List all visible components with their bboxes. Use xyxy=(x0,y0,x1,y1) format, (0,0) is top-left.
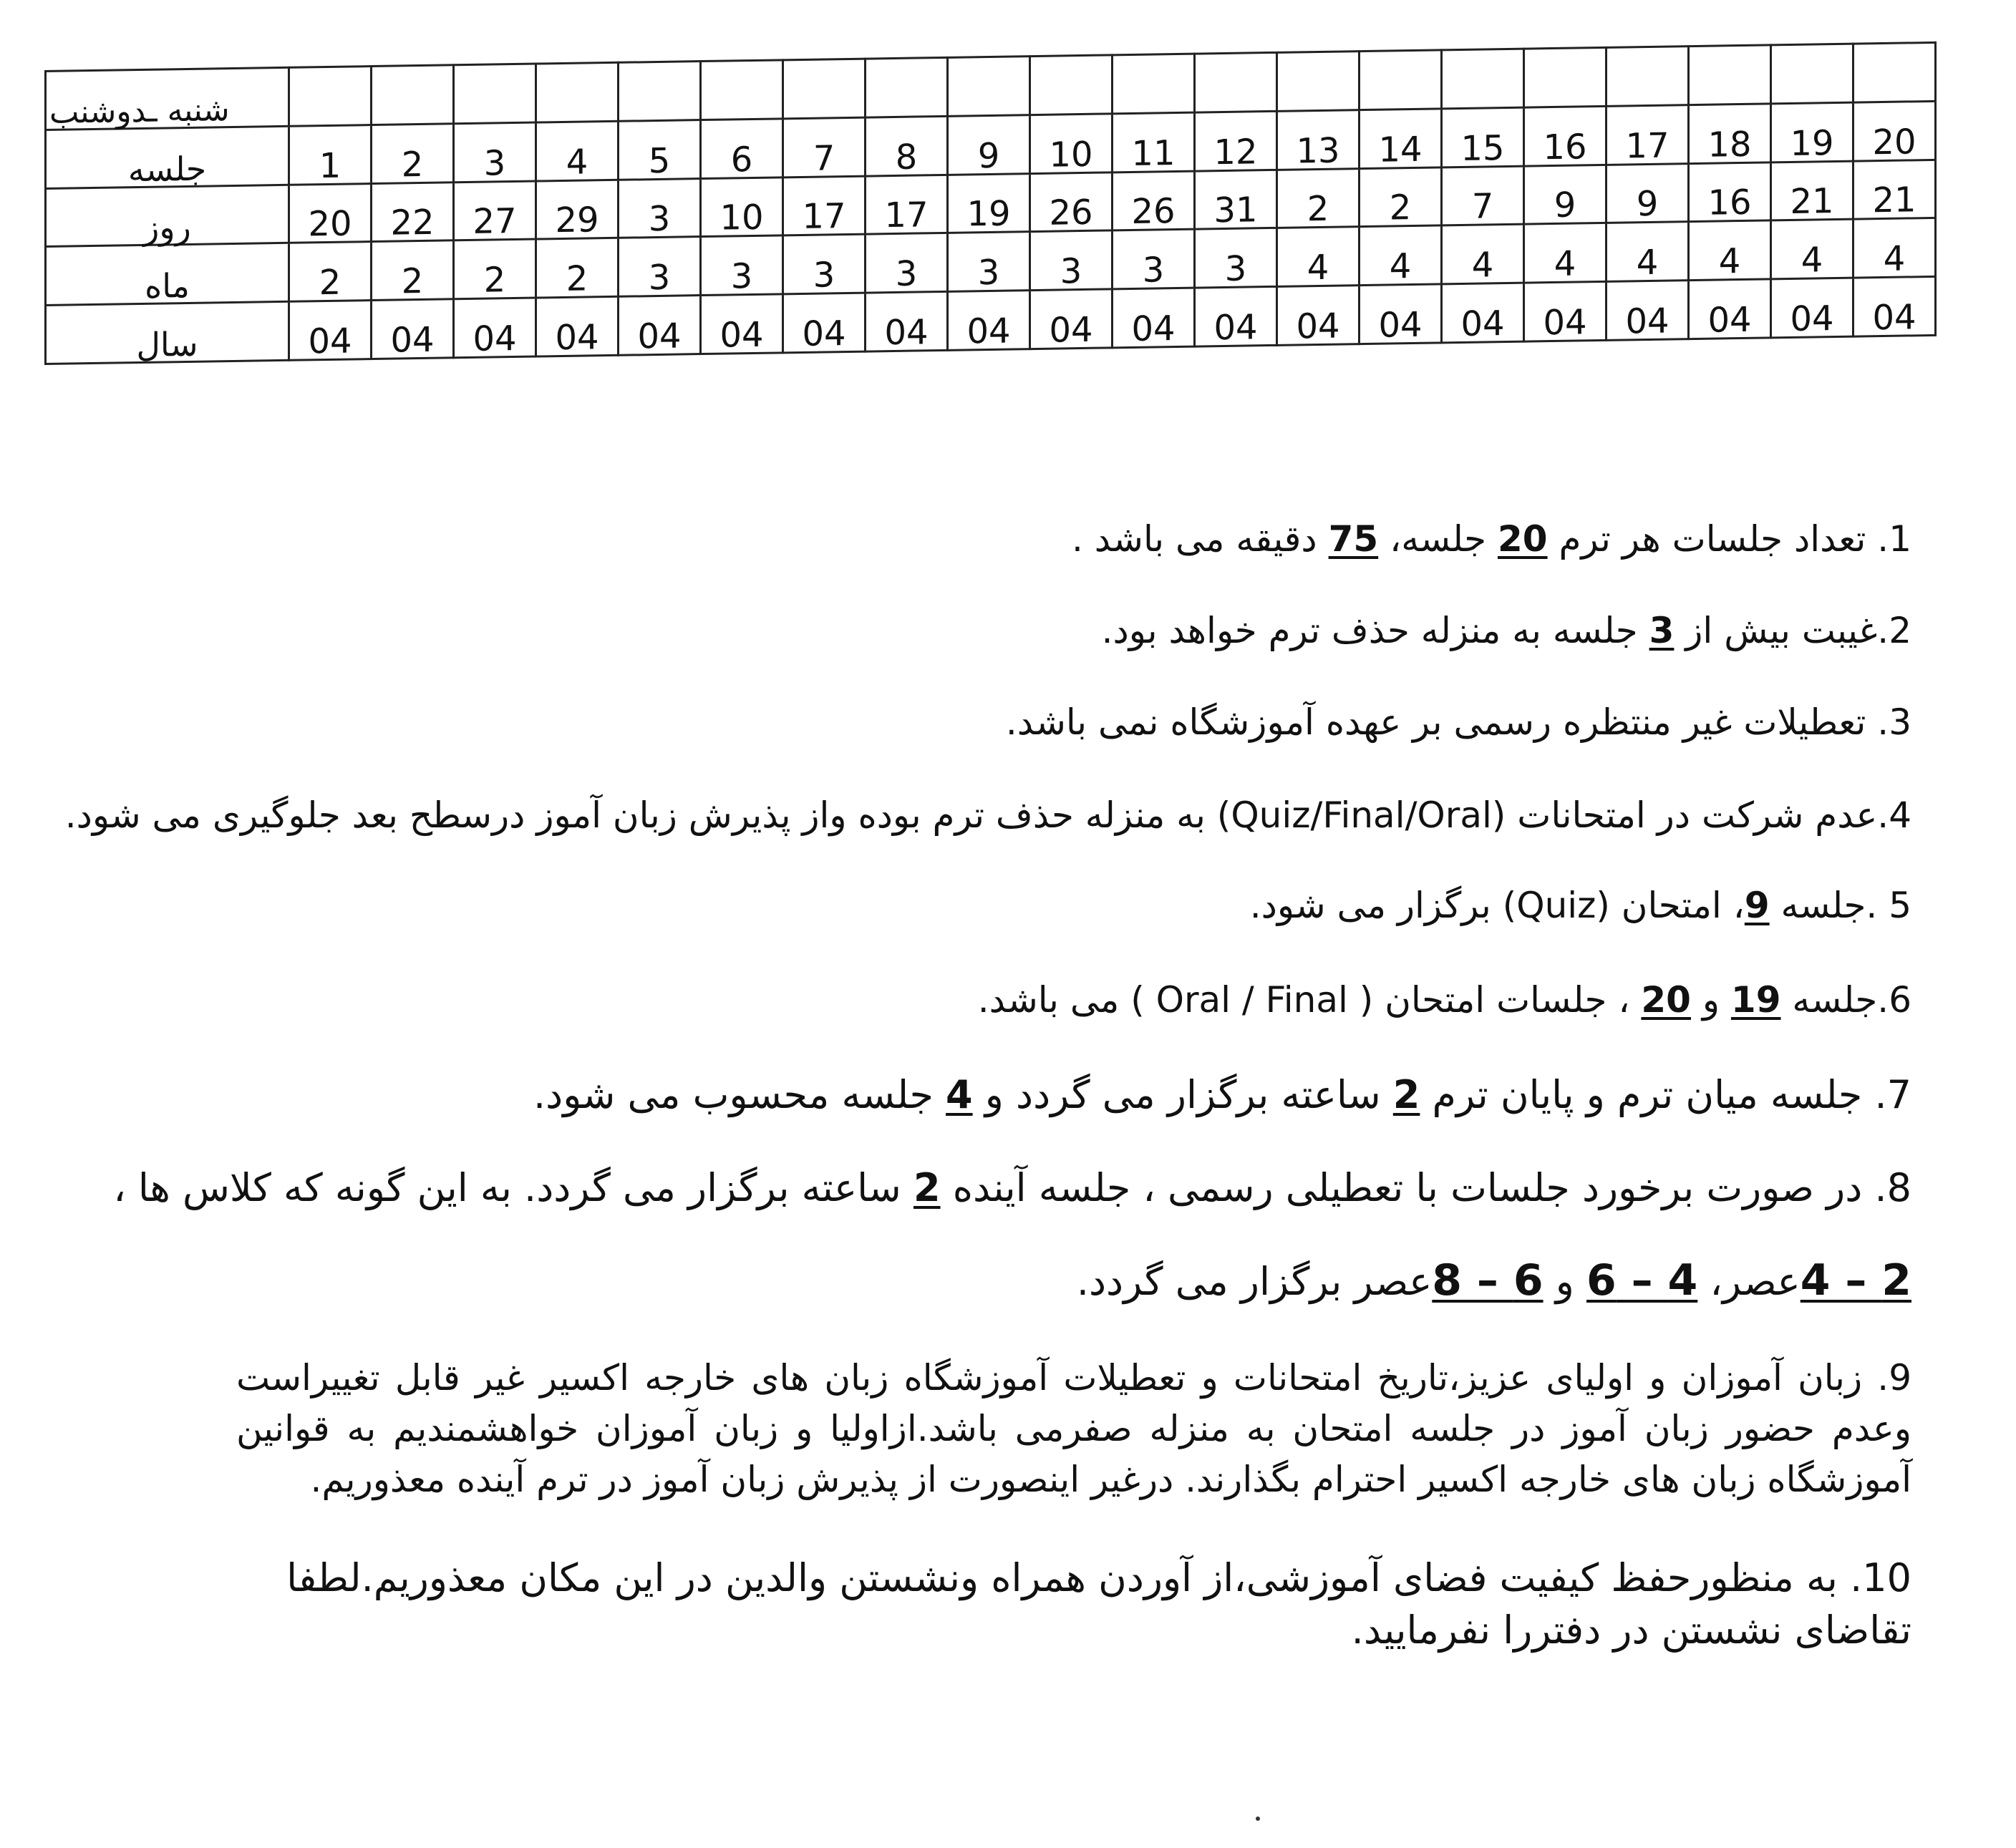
schedule-cell: 13 xyxy=(1277,110,1360,170)
rule-4: 4.عدم شرکت در امتحانات (Quiz/Final/Oral) به منزله حذف ترم بوده واز پذیرش زبان آموز درسطح بعد جلوگیری می شود. xyxy=(64,794,1911,836)
schedule-cell: 04 xyxy=(619,296,701,356)
schedule-cell: 3 xyxy=(948,232,1030,292)
schedule-cell: 26 xyxy=(1030,172,1113,232)
schedule-cell: 04 xyxy=(1524,282,1606,342)
schedule-cell: 27 xyxy=(454,181,536,241)
schedule-cell: 04 xyxy=(1360,284,1442,344)
schedule-cell: 4 xyxy=(1853,218,1936,278)
schedule-cell: 2 xyxy=(372,240,454,301)
schedule-cell: 20 xyxy=(289,183,372,243)
schedule-cell: 2 xyxy=(454,239,536,299)
rule-6: 6.جلسه 19 و 20 ، جلسات امتحان ( Oral / Final ) می باشد. xyxy=(977,979,1911,1021)
schedule-cell: 3 xyxy=(1113,229,1195,289)
schedule-table xyxy=(44,42,1937,365)
row-label: جلسه xyxy=(46,126,289,188)
schedule-cell: 04 xyxy=(866,292,948,352)
rule-8-times: 2 – 4عصر، 4 – 6 و 6 – 8عصر برگزار می گردد. xyxy=(1076,1255,1911,1305)
schedule-cell: 04 xyxy=(1771,278,1853,338)
schedule-cell: 4 xyxy=(1360,225,1442,286)
schedule-cell xyxy=(1853,42,1936,102)
schedule-cell: 04 xyxy=(454,298,536,358)
schedule-cell: 16 xyxy=(1689,162,1771,222)
schedule-cell: 04 xyxy=(1030,289,1113,349)
schedule-cell: 04 xyxy=(372,299,454,359)
schedule-cell: 12 xyxy=(1195,111,1277,171)
schedule-cell: 21 xyxy=(1771,161,1853,221)
schedule-cell: 19 xyxy=(948,173,1030,233)
schedule-cell: 10 xyxy=(701,177,783,237)
schedule-cell: 5 xyxy=(619,120,701,180)
rule-8: 8. در صورت برخورد جلسات با تعطیلی رسمی ، جلسه آینده 2 ساعته برگزار می گردد. به این گونه که کلاس ها ، xyxy=(113,1165,1911,1210)
schedule-cell: 04 xyxy=(701,294,783,354)
schedule-cell: 29 xyxy=(536,180,619,240)
schedule-cell xyxy=(1689,45,1771,105)
schedule-cell: 15 xyxy=(1442,107,1524,167)
schedule-cell: 22 xyxy=(372,182,454,242)
schedule-cell xyxy=(619,62,701,122)
schedule-cell: 14 xyxy=(1360,109,1442,169)
schedule-cell: 6 xyxy=(701,119,783,179)
schedule-cell xyxy=(1360,50,1442,110)
schedule-cell: 04 xyxy=(289,301,372,361)
schedule-cell: 2 xyxy=(1277,168,1360,228)
schedule-cell: 1 xyxy=(289,125,372,185)
schedule-cell: 4 xyxy=(1689,220,1771,281)
schedule-cell: 17 xyxy=(866,175,948,235)
schedule-cell xyxy=(536,62,619,122)
schedule-cell: 3 xyxy=(454,122,536,183)
rule-3: 3. تعطیلات غیر منتظره رسمی بر عهده آموزشگاه نمی باشد. xyxy=(1005,701,1911,743)
schedule-cell: 3 xyxy=(701,235,783,296)
schedule-cell: 04 xyxy=(1113,288,1195,348)
schedule-cell: 4 xyxy=(1442,225,1524,285)
schedule-cell: 16 xyxy=(1524,106,1606,166)
schedule-cell xyxy=(783,59,866,119)
schedule-cell: 17 xyxy=(1606,104,1689,165)
schedule-cell: 3 xyxy=(619,237,701,297)
schedule-cell: 3 xyxy=(1195,228,1277,288)
row-label: سال xyxy=(46,302,289,364)
schedule-cell: 31 xyxy=(1195,170,1277,230)
schedule-cell: 9 xyxy=(1524,165,1606,225)
schedule-cell: 20 xyxy=(1853,101,1936,161)
schedule-cell: 18 xyxy=(1689,104,1771,164)
schedule-cell: 11 xyxy=(1113,112,1195,172)
row-label: روز xyxy=(46,185,289,247)
schedule-cell: 2 xyxy=(536,238,619,298)
rule-2: 2.غیبت بیش از 3 جلسه به منزله حذف ترم خواهد بود. xyxy=(1101,610,1911,651)
schedule-cell: 17 xyxy=(783,176,866,236)
schedule-cell xyxy=(1030,55,1113,115)
schedule-cell xyxy=(1442,49,1524,109)
schedule-cell: 04 xyxy=(1195,287,1277,347)
schedule-cell xyxy=(1277,52,1360,112)
schedule-cell: 10 xyxy=(1030,114,1113,174)
schedule-cell xyxy=(866,57,948,117)
schedule-cell xyxy=(1113,54,1195,114)
rule-5: 5 .جلسه 9، امتحان (Quiz) برگزار می شود. xyxy=(1249,885,1911,926)
rule-10: 10. به منظورحفظ کیفیت فضای آموزشی،از آوردن همراه ونشستن والدین در این مکان معذوریم.لطفا تقاضای نشستن در دفتررا نفرمایید. xyxy=(286,1555,1911,1653)
schedule-cell: 04 xyxy=(783,293,866,353)
row-label: شنبه ـدوشنب xyxy=(46,67,289,130)
schedule-cell: 4 xyxy=(1606,222,1689,282)
schedule-cell: 2 xyxy=(372,124,454,184)
schedule-cell: 9 xyxy=(948,115,1030,175)
speck xyxy=(1256,1817,1260,1821)
rule-9: 9. زبان آموزان و اولیای عزیز،تاریخ امتحانات و تعطیلات آموزشگاه زبان های خارجه اکسیر غیر قابل تغییراست وعدم حضور زبان آموز در جلسه امتحان به منزله صفرمی باشد.ازاولیا و زبان آموزان خواهشمندیم به قوانین آموزشگاه زبان های خارجه اکسیر احترام بگذارند. درغیر اینصورت از پذیرش زبان آموز در ترم آینده معذوریم. xyxy=(236,1357,1911,1500)
schedule-cell: 04 xyxy=(1277,286,1360,346)
rule-7: 7. جلسه میان ترم و پایان ترم 2 ساعته برگزار می گردد و 4 جلسه محسوب می شود. xyxy=(533,1072,1911,1117)
schedule-cell: 3 xyxy=(619,178,701,238)
schedule-cell: 7 xyxy=(1442,166,1524,226)
schedule-cell: 26 xyxy=(1113,171,1195,231)
schedule-cell: 3 xyxy=(1030,230,1113,291)
schedule-cell: 9 xyxy=(1606,163,1689,223)
schedule-cell xyxy=(1524,47,1606,107)
schedule-cell: 2 xyxy=(289,242,372,302)
schedule-cell: 4 xyxy=(1277,227,1360,287)
row-label: ماه xyxy=(46,243,289,306)
schedule-cell: 4 xyxy=(536,121,619,181)
schedule-cell: 21 xyxy=(1853,160,1936,220)
schedule-cell: 04 xyxy=(1606,281,1689,341)
schedule-cell xyxy=(1771,44,1853,104)
schedule-cell: 3 xyxy=(783,234,866,294)
schedule-cell: 04 xyxy=(1442,283,1524,343)
schedule-cell: 04 xyxy=(1689,279,1771,339)
schedule-cell: 2 xyxy=(1360,167,1442,227)
schedule-cell: 04 xyxy=(1853,277,1936,337)
rule-1: 1. تعداد جلسات هر ترم 20 جلسه، 75 دقیقه می باشد . xyxy=(1072,518,1911,560)
schedule-cell: 19 xyxy=(1771,102,1853,162)
schedule-cell: 7 xyxy=(783,117,866,177)
schedule-cell: 3 xyxy=(866,233,948,293)
schedule-cell: 4 xyxy=(1524,223,1606,283)
schedule-cell xyxy=(289,67,372,127)
schedule-cell xyxy=(948,57,1030,117)
schedule-cell: 04 xyxy=(948,291,1030,351)
schedule-cell: 04 xyxy=(536,297,619,357)
schedule-cell: 4 xyxy=(1771,220,1853,280)
schedule-cell xyxy=(701,60,783,120)
schedule-cell xyxy=(1195,52,1277,112)
schedule-cell xyxy=(372,65,454,125)
schedule-cell xyxy=(454,64,536,124)
schedule-cell: 8 xyxy=(866,116,948,176)
schedule-cell xyxy=(1606,47,1689,107)
